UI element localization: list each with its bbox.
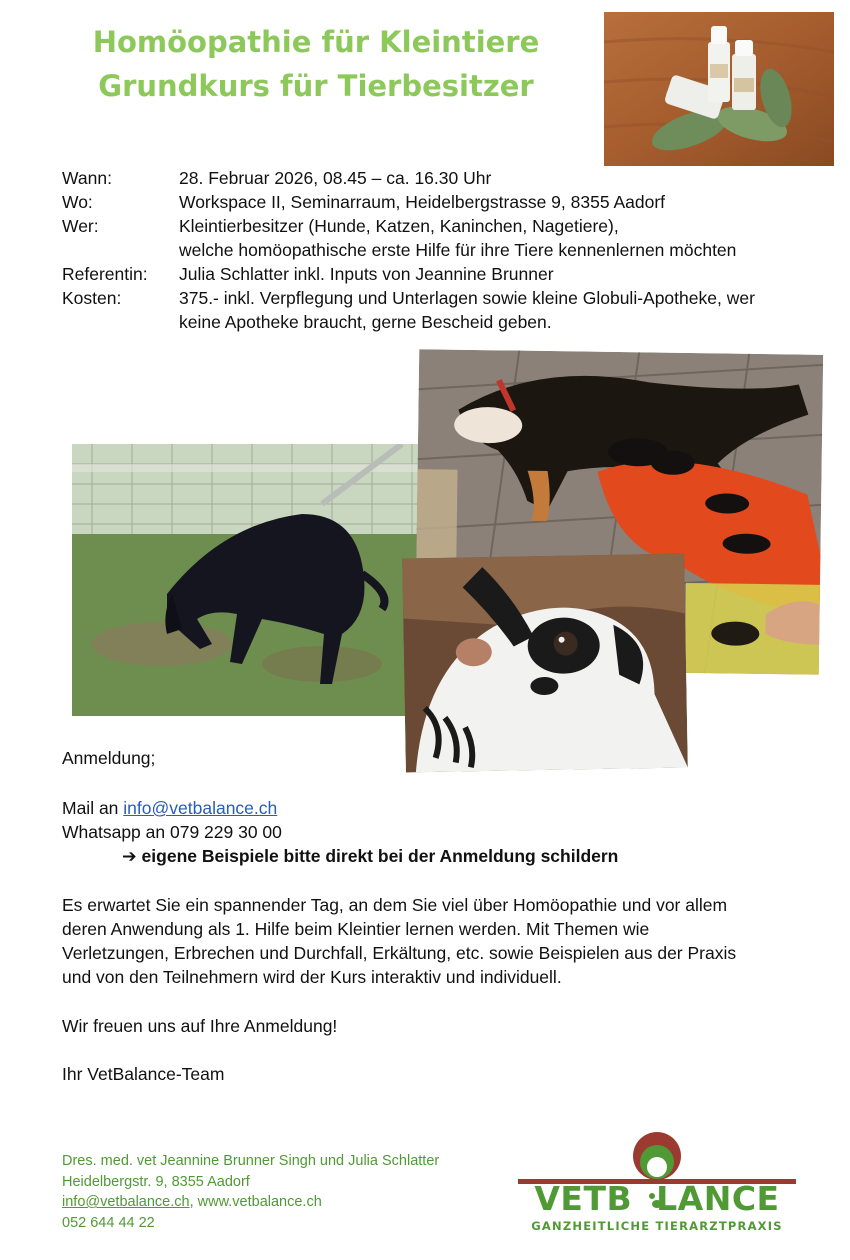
event-details bbox=[62, 166, 832, 334]
detail-row-referentin bbox=[62, 262, 832, 286]
title-line-2: Grundkurs für Tierbesitzer bbox=[98, 69, 534, 103]
footer-website[interactable]: www.vetbalance.ch bbox=[197, 1194, 322, 1210]
detail-label: Wo: bbox=[62, 192, 93, 212]
detail-value: Julia Schlatter inkl. Inputs von Jeannine Brunner bbox=[179, 264, 554, 284]
signature: Ihr VetBalance-Team bbox=[62, 1064, 225, 1084]
footer-links: info@vetbalance.ch, www.vetbalance.ch bbox=[62, 1194, 322, 1210]
closing-text: Wir freuen uns auf Ihre Anmeldung! bbox=[62, 1016, 338, 1036]
detail-value: Kleintierbesitzer (Hunde, Katzen, Kaninchen, Nagetiere), welche homöopathische erste Hilfe für ihre Tiere kennenlernen möchten bbox=[179, 216, 737, 260]
rabbit-photo bbox=[402, 554, 688, 773]
registration-note-text: eigene Beispiele bitte direkt bei der Anmeldung schildern bbox=[141, 846, 619, 866]
detail-label: Wann: bbox=[62, 168, 112, 188]
footer-names: Dres. med. vet Jeannine Brunner Singh und Julia Schlatter bbox=[62, 1153, 440, 1169]
footer-address: Heidelbergstr. 9, 8355 Aadorf bbox=[62, 1173, 250, 1190]
dog-photo bbox=[72, 444, 418, 716]
vetbalance-logo bbox=[512, 1130, 802, 1234]
logo-tagline: GANZHEITLICHE TIERARZTPRAXIS bbox=[531, 1219, 783, 1233]
arrow-right-icon: ➔ bbox=[122, 846, 137, 866]
footer-contact bbox=[62, 1151, 439, 1233]
detail-label: Kosten: bbox=[62, 288, 122, 308]
registration-heading: Anmeldung; bbox=[62, 748, 156, 768]
registration-mail: Mail an info@vetbalance.ch bbox=[62, 798, 278, 818]
logo-wordmark: VETB LANCE bbox=[534, 1179, 780, 1218]
detail-value: 28. Februar 2026, 08.45 – ca. 16.30 Uhr bbox=[179, 168, 492, 188]
detail-label: Wer: bbox=[62, 216, 99, 236]
detail-value: 375.- inkl. Verpflegung und Unterlagen sowie kleine Globuli-Apotheke, wer keine Apotheke braucht, gerne Bescheid geben. bbox=[179, 288, 755, 332]
detail-row-wann bbox=[62, 166, 832, 190]
detail-row-wo bbox=[62, 190, 832, 214]
footer-phone: 052 644 44 22 bbox=[62, 1214, 155, 1231]
detail-row-wer bbox=[62, 214, 832, 262]
detail-label: Referentin: bbox=[62, 264, 148, 284]
course-description: Es erwartet Sie ein spannender Tag, an dem Sie viel über Homöopathie und vor allem deren Anwendung als 1. Hilfe beim Kleintier lernen werden. Mit Themen wie Verletzungen, Erbrechen und Durchfall, Erkältung, etc. sowie Beispielen aus der Praxis und von den Teilnehmern wird der Kurs interaktiv und individuell. bbox=[62, 895, 737, 987]
registration-note bbox=[122, 844, 618, 868]
footer-email-link[interactable]: info@vetbalance.ch bbox=[62, 1194, 190, 1210]
registration-whatsapp: Whatsapp an 079 229 30 00 bbox=[62, 822, 282, 842]
detail-value: Workspace II, Seminarraum, Heidelbergstrasse 9, 8355 Aadorf bbox=[179, 192, 666, 212]
registration-email-link[interactable]: info@vetbalance.ch bbox=[123, 798, 278, 818]
globuli-photo bbox=[604, 12, 834, 166]
detail-row-kosten bbox=[62, 286, 832, 334]
title-line-1: Homöopathie für Kleintiere bbox=[92, 25, 540, 59]
